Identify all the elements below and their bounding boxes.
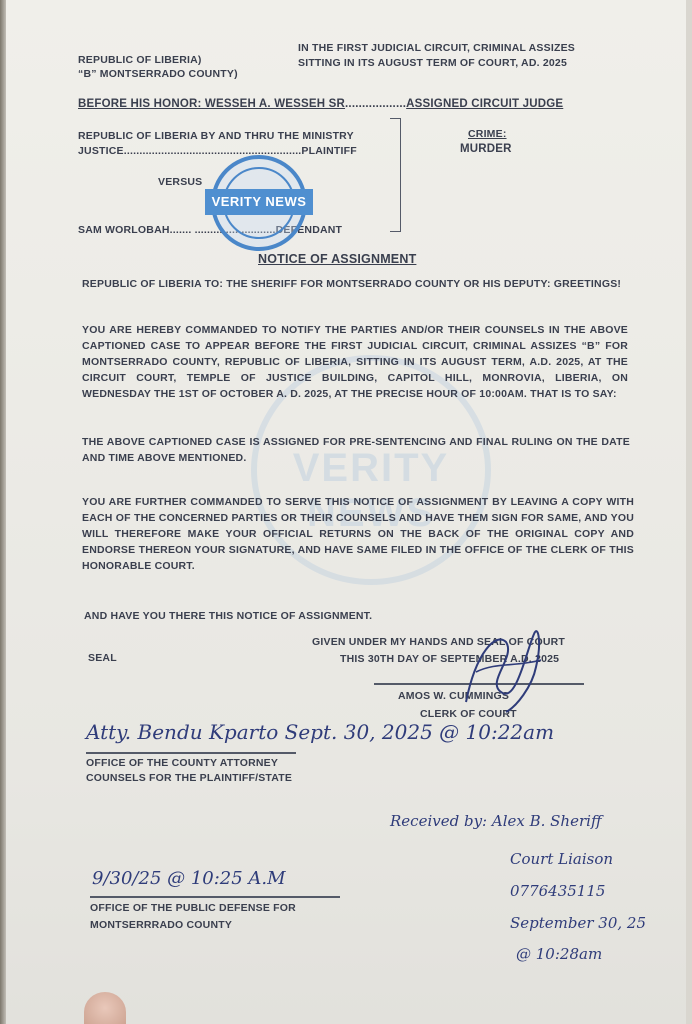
clerk-title: CLERK OF COURT (420, 708, 517, 720)
caption-bracket (390, 118, 401, 232)
public-defense-county: MONTSERRRADO COUNTY (90, 919, 233, 931)
header-county: “B” MONTSERRADO COUNTY) (78, 68, 238, 80)
judge-dots: .................. (345, 98, 407, 110)
received-by: Received by: Alex B. Sheriff (390, 812, 602, 830)
versus-label: VERSUS (158, 176, 203, 188)
received-phone: 0776435115 (510, 882, 606, 900)
verity-news-stamp (211, 155, 307, 251)
paragraph-command: YOU ARE HEREBY COMMANDED TO NOTIFY THE PARTIES AND/OR THEIR COUNSELS IN THE ABOVE CAPTIONED CASE TO APPEAR BEFORE THE FIRST JUDICIAL CIRCUIT, CRIMINAL ASSIZES “B” FOR MONTSERRADO COUNTY, REPUBLIC OF LIBERIA, SITTING IN ITS AUGUST TERM, A.D. 2025, AT THE CIRCUIT COURT, TEMPLE OF JUSTICE BUILDING, CAPITOL HILL, MONROVIA, LIBERIA, ON WEDNESDAY THE 1ST OF OCTOBER A. D. 2025, AT THE PRECISE HOUR OF 10:00AM. THAT IS TO SAY: (82, 324, 628, 400)
public-defense-handwriting: 9/30/25 @ 10:25 A.M (92, 868, 286, 889)
county-attorney-line (86, 752, 296, 754)
header-republic: REPUBLIC OF LIBERIA) (78, 54, 202, 66)
salutation: REPUBLIC OF LIBERIA TO: THE SHERIFF FOR MONTSERRADO COUNTY OR HIS DEPUTY: GREETINGS! (82, 278, 622, 290)
paragraph-assignment: THE ABOVE CAPTIONED CASE IS ASSIGNED FOR PRE-SENTENCING AND FINAL RULING ON THE DATE AND TIME ABOVE MENTIONED. (82, 436, 630, 464)
judge-name: BEFORE HIS HONOR: WESSEH A. WESSEH SR (78, 98, 346, 110)
notice-title: NOTICE OF ASSIGNMENT (258, 252, 417, 266)
plaintiff-line-2: JUSTICE.........................................................PLAINTIFF (78, 145, 357, 157)
clerk-signature (446, 612, 556, 722)
given-line-1: GIVEN UNDER MY HANDS AND SEAL OF COURT (312, 636, 566, 648)
header-court: IN THE FIRST JUDICIAL CIRCUIT, CRIMINAL ASSIZES (298, 42, 575, 54)
county-attorney-office: OFFICE OF THE COUNTY ATTORNEY (86, 757, 279, 769)
plaintiff-line-1: REPUBLIC OF LIBERIA BY AND THRU THE MINISTRY (78, 130, 354, 142)
clerk-name: AMOS W. CUMMINGS (398, 690, 510, 702)
crime-value: MURDER (460, 143, 512, 155)
stamp-label: VERITY NEWS (205, 189, 313, 215)
crime-label: CRIME: (468, 128, 507, 140)
paragraph-service: YOU ARE FURTHER COMMANDED TO SERVE THIS NOTICE OF ASSIGNMENT BY LEAVING A COPY WITH EACH OF THE CONCERNED PARTIES OR THEIR COUNSELS AND HAVE THEM SIGN FOR SAME, AND YOU WILL THEREFORE MAKE YOUR OFFICIAL RETURNS ON THE BACK OF THE ORIGINAL COPY AND ENDORSE THEREON YOUR SIGNATURE, AND HAVE SAME FILED IN THE OFFICE OF THE CLERK OF THIS HONORABLE COURT. (82, 496, 634, 572)
public-defense-office: OFFICE OF THE PUBLIC DEFENSE FOR (90, 902, 296, 914)
paragraph-closing: AND HAVE YOU THERE THIS NOTICE OF ASSIGNMENT. (84, 610, 373, 622)
defendant-line: SAM WORLOBAH....... ..........................DEFENDANT (78, 224, 343, 236)
county-attorney-counsels: COUNSELS FOR THE PLAINTIFF/STATE (86, 772, 293, 784)
received-time: @ 10:28am (516, 945, 603, 963)
public-defense-line (90, 896, 340, 898)
county-attorney-handwriting: Atty. Bendu Kparto Sept. 30, 2025 @ 10:22am (86, 720, 555, 744)
received-date: September 30, 25 (510, 914, 647, 932)
judge-title: ASSIGNED CIRCUIT JUDGE (406, 98, 564, 110)
watermark-label: VERITY NEWS (292, 446, 450, 535)
header-term: SITTING IN ITS AUGUST TERM OF COURT, AD. 2025 (298, 57, 567, 69)
thumb (84, 992, 126, 1024)
given-line-2: THIS 30TH DAY OF SEPTEMBER A.D. 2025 (340, 653, 560, 665)
received-title: Court Liaison (510, 850, 614, 868)
document-page (6, 0, 686, 1024)
seal-label: SEAL (88, 652, 117, 664)
judge-line (78, 98, 563, 110)
